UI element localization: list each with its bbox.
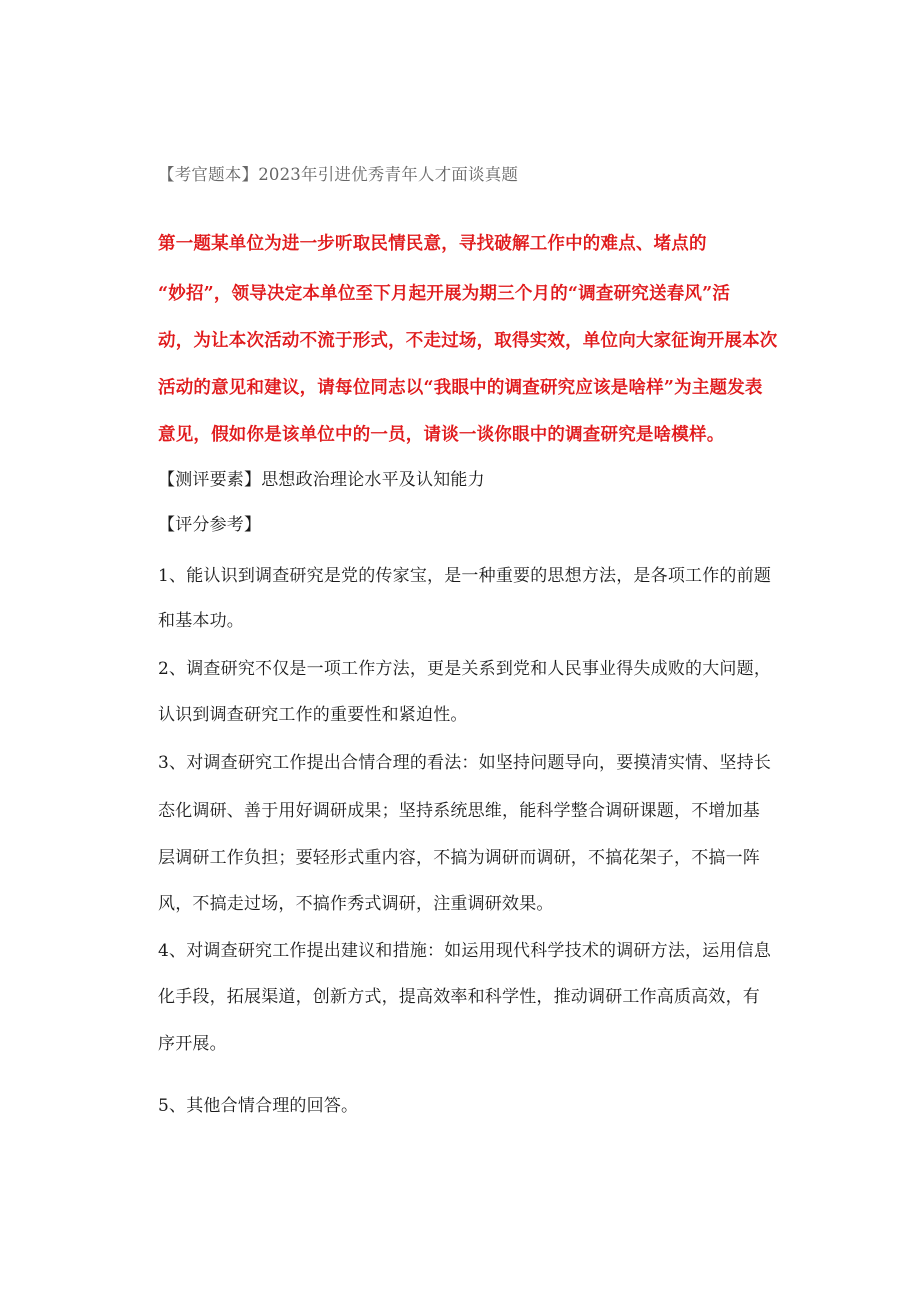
question-line: 动，为让本次活动不流于形式，不走过场，取得实效，单位向大家征询开展本次 [158,331,778,351]
question-line: 活动的意见和建议，请每位同志以“我眼中的调查研究应该是啥样”为主题发表 [158,378,763,398]
scoring-item-line: 4、对调查研究工作提出建议和措施：如运用现代科学技术的调研方法，运用信息 [158,941,772,961]
scoring-item-line: 序开展。 [158,1034,227,1054]
scoring-item-line: 态化调研、善于用好调研成果；坚持系统思维，能科学整合调研课题，不增加基 [158,801,760,821]
question-line: 意见，假如你是该单位中的一员，请谈一谈你眼中的调查研究是啥模样。 [158,425,725,445]
scoring-item-line: 认识到调查研究工作的重要性和紧迫性。 [158,705,468,725]
scoring-item-line: 5、其他合情合理的回答。 [158,1096,359,1116]
question-line: “妙招”，领导决定本单位至下月起开展为期三个月的“调查研究送春风”活 [158,284,731,304]
scoring-item-line: 1、能认识到调查研究是党的传家宝，是一种重要的思想方法，是各项工作的前题 [158,566,772,586]
scoring-heading: 【评分参考】 [158,515,262,535]
scoring-item-line: 风，不搞走过场，不搞作秀式调研，注重调研效果。 [158,894,554,914]
question-line: 第一题某单位为进一步听取民情民意，寻找破解工作中的难点、堵点的 [158,234,707,254]
scoring-item-line: 化手段，拓展渠道，创新方式，提高效率和科学性，推动调研工作高质高效，有 [158,987,760,1007]
evaluation-elements: 【测评要素】思想政治理论水平及认知能力 [158,470,485,490]
scoring-item-line: 2、调查研究不仅是一项工作方法，更是关系到党和人民事业得失成败的大问题， [158,659,772,679]
document-title: 【考官题本】2023年引进优秀青年人才面谈真题 [158,165,519,184]
scoring-item-line: 层调研工作负担；要轻形式重内容，不搞为调研而调研，不搞花架子，不搞一阵 [158,848,760,868]
scoring-item-line: 和基本功。 [158,611,244,631]
scoring-item-line: 3、对调查研究工作提出合情合理的看法：如坚持问题导向，要摸清实情、坚持长 [158,753,772,773]
